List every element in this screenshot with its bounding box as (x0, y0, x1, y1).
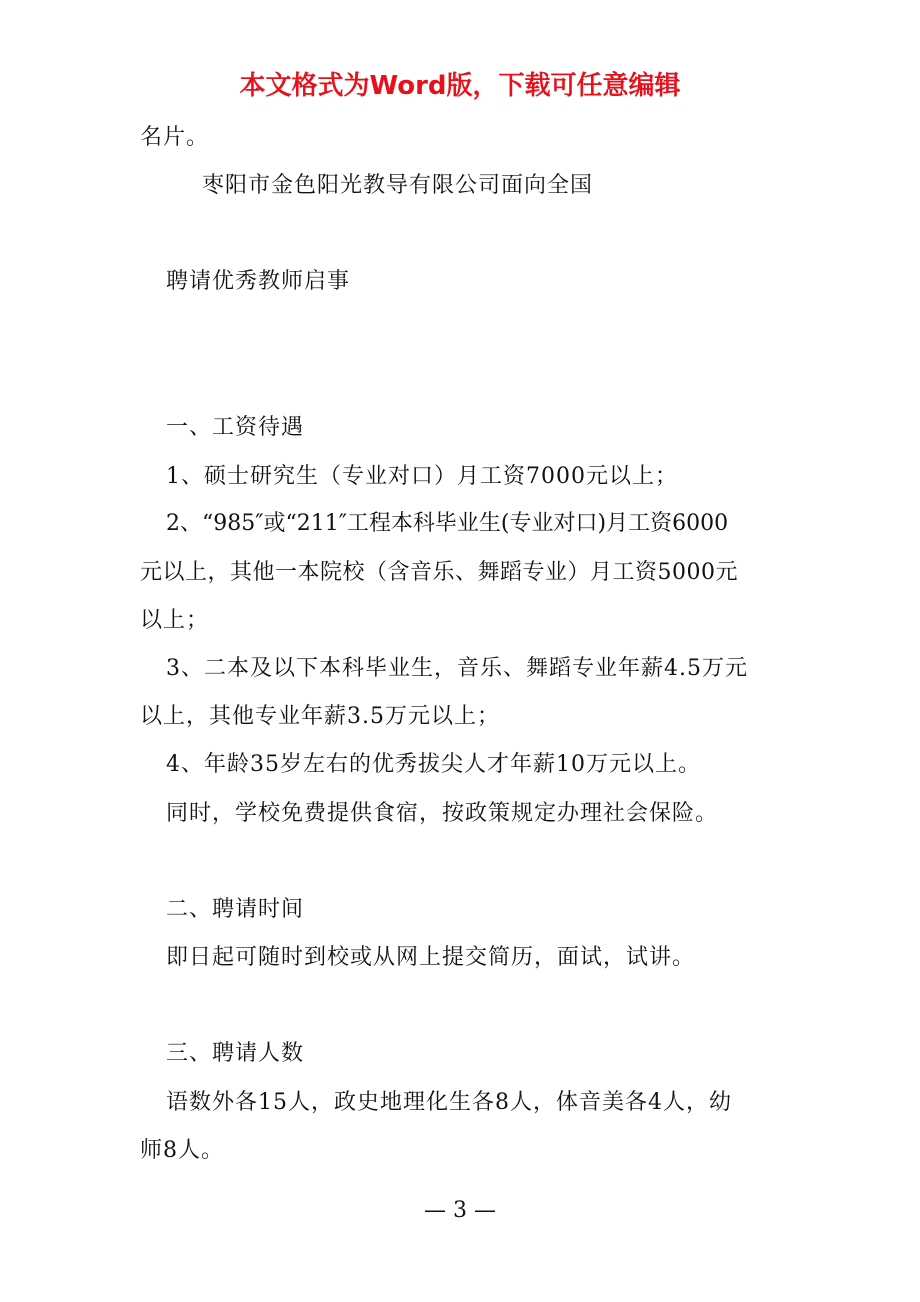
text-line: 语数外各15人，政史地理化生各8人，体音美各4人，幼 (166, 1090, 732, 1115)
document-title: 聘请优秀教师启事 (166, 269, 351, 294)
text-line: 同时，学校免费提供食宿，按政策规定办理社会保险。 (166, 801, 719, 826)
text-line: 以上； (140, 608, 210, 633)
text-line: 2、“985″或“211″工程本科毕业生(专业对口)月工资6000 (166, 511, 729, 536)
text-line: 即日起可随时到校或从网上提交简历，面试，试讲。 (166, 945, 696, 970)
text-line: 名片。 (140, 125, 210, 150)
text-line: 元以上，其他一本院校（含音乐、舞蹈专业）月工资5000元 (140, 560, 738, 585)
page-number: — 3 — (424, 1198, 496, 1223)
section-heading-count: 三、聘请人数 (166, 1041, 305, 1066)
section-heading-salary: 一、工资待遇 (166, 415, 305, 440)
document-heading: 枣阳市金色阳光教导有限公司面向全国 (202, 173, 594, 198)
section-heading-time: 二、聘请时间 (166, 897, 305, 922)
text-line: 以上，其他专业年薪3.5万元以上； (140, 704, 500, 729)
download-banner: 本文格式为Word版，下载可任意编辑 (239, 71, 681, 101)
text-line: 4、年龄35岁左右的优秀拔尖人才年薪10万元以上。 (166, 752, 701, 777)
text-line: 1、硕士研究生（专业对口）月工资7000元以上； (166, 464, 678, 489)
text-line: 师8人。 (140, 1138, 224, 1163)
text-line: 3、二本及以下本科毕业生，音乐、舞蹈专业年薪4.5万元 (166, 656, 748, 681)
